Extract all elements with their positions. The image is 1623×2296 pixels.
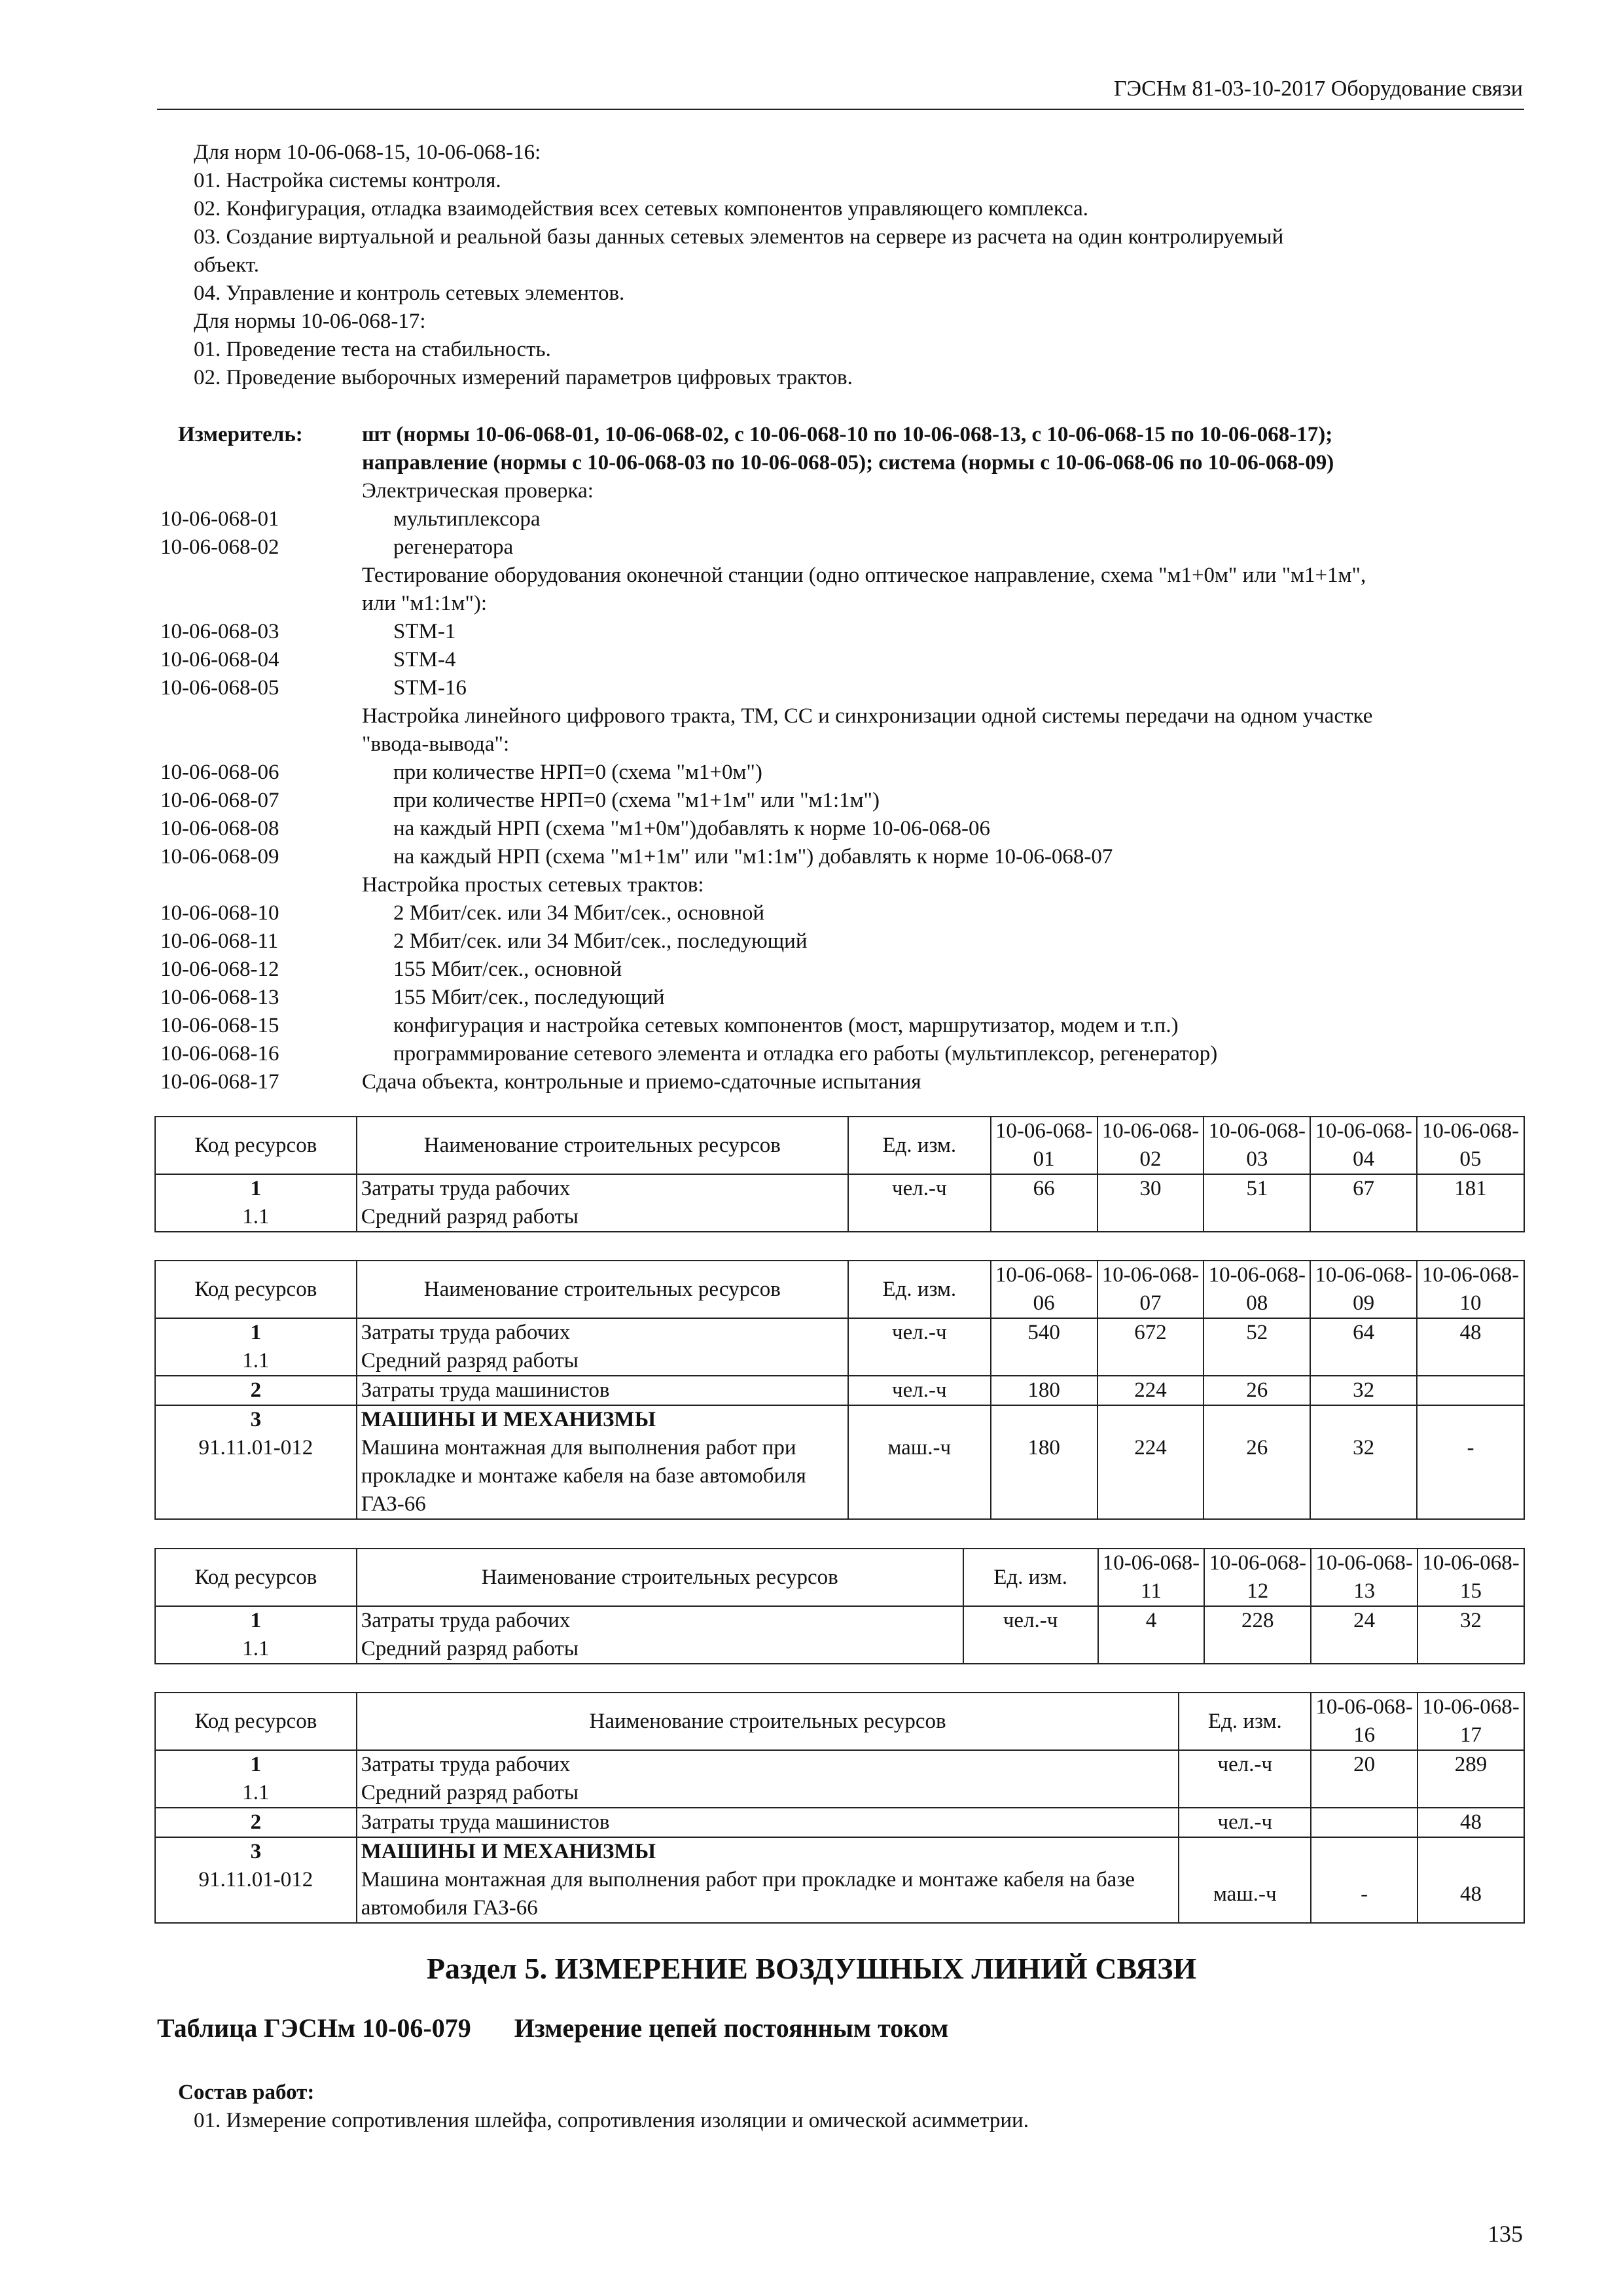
norm-header: 10-06-068-01	[991, 1117, 1097, 1174]
resource-name: Затраты труда машинистов	[357, 1808, 1179, 1837]
resource-code: 1	[155, 1750, 357, 1779]
norm-header: 10-06-068-16	[1311, 1693, 1418, 1750]
resource-table-1	[154, 1116, 1525, 1232]
norm-code: 10-06-068-08	[160, 817, 279, 840]
norm-code: 10-06-068-17	[160, 1070, 279, 1094]
norm-code: 10-06-068-11	[160, 929, 279, 953]
resource-name: Машина монтажная для выполнения работ при прокладке и монтаже кабеля на базе автомобиля ГАЗ-66	[357, 1434, 848, 1519]
resource-value: 20	[1311, 1750, 1418, 1779]
resource-code: 91.11.01-012	[155, 1866, 357, 1923]
resource-unit: чел.-ч	[1179, 1808, 1311, 1837]
resource-value: 181	[1417, 1174, 1524, 1203]
resource-unit: чел.-ч	[848, 1318, 991, 1347]
norm-text: регенератора	[393, 535, 514, 559]
measure-label: Измеритель:	[178, 423, 303, 446]
resource-value: 52	[1204, 1318, 1310, 1347]
norm-header: 10-06-068-13	[1311, 1549, 1418, 1606]
resource-value	[1417, 1376, 1524, 1405]
resource-code: 1	[155, 1318, 357, 1347]
norm-header: 10-06-068-17	[1418, 1693, 1524, 1750]
resource-code: 1.1	[155, 1347, 357, 1376]
resource-unit: чел.-ч	[848, 1376, 991, 1405]
header-rule	[157, 109, 1524, 110]
resource-value: 48	[1418, 1866, 1524, 1923]
norm-text: при количестве НРП=0 (схема "м1+1м" или "м1:1м")	[393, 789, 880, 812]
col-name-header: Наименование строительных ресурсов	[357, 1693, 1179, 1750]
norm-text: STM-4	[393, 648, 456, 672]
resource-value: 32	[1310, 1376, 1417, 1405]
resource-value: 48	[1418, 1808, 1524, 1837]
resource-name: Средний разряд работы	[357, 1779, 1179, 1808]
resource-code: 3	[155, 1837, 357, 1866]
col-code-header: Код ресурсов	[155, 1549, 357, 1606]
intro-line: Для норм 10-06-068-15, 10-06-068-16:	[194, 141, 541, 164]
norm-text: конфигурация и настройка сетевых компонентов (мост, маршрутизатор, модем и т.п.)	[393, 1014, 1179, 1037]
resource-code: 3	[155, 1405, 357, 1434]
resource-value: 66	[991, 1174, 1097, 1203]
resource-name: Затраты труда машинистов	[357, 1376, 848, 1405]
intro-line: Для нормы 10-06-068-17:	[194, 310, 426, 333]
norm-header: 10-06-068-08	[1204, 1261, 1310, 1318]
measure-group: Электрическая проверка:	[362, 479, 594, 503]
norm-text: мультиплексора	[393, 507, 541, 531]
norm-header: 10-06-068-15	[1418, 1549, 1524, 1606]
running-header: ГЭСНм 81-03-10-2017 Оборудование связи	[1113, 77, 1523, 101]
composition-title: Состав работ:	[178, 2081, 315, 2104]
col-code-header: Код ресурсов	[155, 1117, 357, 1174]
norm-code: 10-06-068-09	[160, 845, 279, 869]
resource-value: 51	[1204, 1174, 1310, 1203]
norm-text: на каждый НРП (схема "м1+0м")добавлять к норме 10-06-068-06	[393, 817, 990, 840]
table-title-name: Измерение цепей постоянным током	[514, 2013, 949, 2043]
col-code-header: Код ресурсов	[155, 1693, 357, 1750]
intro-line: объект.	[194, 253, 259, 277]
norm-text: программирование сетевого элемента и отладка его работы (мультиплексор, регенератор)	[393, 1042, 1218, 1066]
resource-name: Затраты труда рабочих	[357, 1606, 963, 1635]
resource-name: Затраты труда рабочих	[357, 1174, 848, 1203]
resource-code: 1.1	[155, 1203, 357, 1232]
table-title	[157, 2014, 948, 2042]
resource-value: 289	[1418, 1750, 1524, 1779]
norm-code: 10-06-068-04	[160, 648, 279, 672]
resource-value: 30	[1097, 1174, 1204, 1203]
norm-text: 2 Мбит/сек. или 34 Мбит/сек., основной	[393, 901, 765, 925]
norm-code: 10-06-068-12	[160, 958, 279, 981]
norm-code: 10-06-068-02	[160, 535, 279, 559]
norm-code: 10-06-068-13	[160, 986, 279, 1009]
norm-code: 10-06-068-01	[160, 507, 279, 531]
table-title-code: Таблица ГЭСНм 10-06-079	[157, 2013, 471, 2043]
col-name-header: Наименование строительных ресурсов	[357, 1117, 848, 1174]
resource-name: Средний разряд работы	[357, 1203, 848, 1232]
composition-item: 01. Измерение сопротивления шлейфа, сопротивления изоляции и омической асимметрии.	[194, 2109, 1029, 2132]
resource-value: 180	[991, 1376, 1097, 1405]
resource-value: 26	[1204, 1376, 1310, 1405]
resource-value: -	[1311, 1866, 1418, 1923]
resource-value: 24	[1311, 1606, 1418, 1635]
norm-code: 10-06-068-06	[160, 761, 279, 784]
norm-header: 10-06-068-10	[1417, 1261, 1524, 1318]
measure-units: шт (нормы 10-06-068-01, 10-06-068-02, с 10-06-068-10 по 10-06-068-13, с 10-06-068-15 по 10-06-068-17);	[362, 423, 1333, 446]
resource-code: 1.1	[155, 1779, 357, 1808]
intro-line: 01. Настройка системы контроля.	[194, 169, 501, 192]
norm-header: 10-06-068-11	[1098, 1549, 1205, 1606]
norm-header: 10-06-068-03	[1204, 1117, 1310, 1174]
resource-value: 26	[1204, 1434, 1310, 1519]
norm-header: 10-06-068-07	[1097, 1261, 1204, 1318]
norm-text: при количестве НРП=0 (схема "м1+0м")	[393, 761, 762, 784]
norm-header: 10-06-068-12	[1204, 1549, 1311, 1606]
resource-code: 1.1	[155, 1635, 357, 1664]
measure-group: или "м1:1м"):	[362, 592, 488, 615]
measure-group: Настройка простых сетевых трактов:	[362, 873, 704, 897]
resource-unit: чел.-ч	[963, 1606, 1098, 1635]
norm-text: 155 Мбит/сек., последующий	[393, 986, 665, 1009]
col-unit-header: Ед. изм.	[1179, 1693, 1311, 1750]
resource-value: 540	[991, 1318, 1097, 1347]
section-title: Раздел 5. ИЗМЕРЕНИЕ ВОЗДУШНЫХ ЛИНИЙ СВЯЗИ	[426, 1952, 1197, 1985]
measure-block	[160, 421, 1535, 1096]
norm-code: 10-06-068-05	[160, 676, 279, 700]
col-unit-header: Ед. изм.	[848, 1117, 991, 1174]
resource-value: 224	[1097, 1434, 1204, 1519]
col-name-header: Наименование строительных ресурсов	[357, 1549, 963, 1606]
resource-code: 1	[155, 1174, 357, 1203]
resource-value: 672	[1097, 1318, 1204, 1347]
resource-value: 4	[1098, 1606, 1205, 1635]
intro-line: 02. Конфигурация, отладка взаимодействия всех сетевых компонентов управляющего комплекса.	[194, 197, 1088, 221]
resource-code: 91.11.01-012	[155, 1434, 357, 1519]
norm-text: на каждый НРП (схема "м1+1м" или "м1:1м") добавлять к норме 10-06-068-07	[393, 845, 1113, 869]
norm-header: 10-06-068-06	[991, 1261, 1097, 1318]
norm-code: 10-06-068-07	[160, 789, 279, 812]
norm-text: STM-1	[393, 620, 456, 643]
resource-value: 228	[1204, 1606, 1311, 1635]
resource-code: 2	[155, 1376, 357, 1405]
resource-name: Средний разряд работы	[357, 1635, 963, 1664]
resource-unit: маш.-ч	[1179, 1866, 1311, 1923]
resource-table-3	[154, 1548, 1525, 1664]
resource-code: 2	[155, 1808, 357, 1837]
resource-value	[1311, 1808, 1418, 1837]
norm-header: 10-06-068-05	[1417, 1117, 1524, 1174]
intro-line: 02. Проведение выборочных измерений параметров цифровых трактов.	[194, 366, 853, 389]
norm-text: STM-16	[393, 676, 467, 700]
resource-name: Затраты труда рабочих	[357, 1318, 848, 1347]
norm-text: 2 Мбит/сек. или 34 Мбит/сек., последующий	[393, 929, 808, 953]
resource-table-2	[154, 1260, 1525, 1520]
resource-value: 32	[1418, 1606, 1524, 1635]
resource-name: Затраты труда рабочих	[357, 1750, 1179, 1779]
resource-value: -	[1417, 1434, 1524, 1519]
resource-value: 48	[1417, 1318, 1524, 1347]
norm-text: 155 Мбит/сек., основной	[393, 958, 622, 981]
measure-group: Настройка линейного цифрового тракта, ТМ, СС и синхронизации одной системы передачи на одном участке	[362, 704, 1373, 728]
norm-header: 10-06-068-02	[1097, 1117, 1204, 1174]
intro-line: 04. Управление и контроль сетевых элементов.	[194, 281, 625, 305]
measure-units: направление (нормы с 10-06-068-03 по 10-06-068-05); система (нормы с 10-06-068-06 по 10-06-068-09)	[362, 451, 1334, 475]
resource-group: МАШИНЫ И МЕХАНИЗМЫ	[357, 1405, 848, 1434]
norm-code: 10-06-068-16	[160, 1042, 279, 1066]
resource-unit: чел.-ч	[848, 1174, 991, 1203]
intro-line: 01. Проведение теста на стабильность.	[194, 338, 551, 361]
resource-value: 32	[1310, 1434, 1417, 1519]
col-unit-header: Ед. изм.	[848, 1261, 991, 1318]
resource-table-4	[154, 1692, 1525, 1924]
measure-group: Тестирование оборудования оконечной станции (одно оптическое направление, схема "м1+0м" или "м1+1м",	[362, 564, 1366, 587]
intro-line: 03. Создание виртуальной и реальной базы данных сетевых элементов на сервере из расчета на один контролируемый	[194, 225, 1284, 249]
col-name-header: Наименование строительных ресурсов	[357, 1261, 848, 1318]
norm-text: Сдача объекта, контрольные и приемо-сдаточные испытания	[362, 1070, 921, 1094]
norm-code: 10-06-068-15	[160, 1014, 279, 1037]
norm-code: 10-06-068-03	[160, 620, 279, 643]
resource-value: 224	[1097, 1376, 1204, 1405]
col-code-header: Код ресурсов	[155, 1261, 357, 1318]
norm-header: 10-06-068-04	[1310, 1117, 1417, 1174]
resource-value: 67	[1310, 1174, 1417, 1203]
resource-code: 1	[155, 1606, 357, 1635]
norm-code: 10-06-068-10	[160, 901, 279, 925]
resource-unit: чел.-ч	[1179, 1750, 1311, 1779]
resource-name: Машина монтажная для выполнения работ при прокладке и монтаже кабеля на базе автомобиля ГАЗ-66	[357, 1866, 1179, 1923]
resource-name: Средний разряд работы	[357, 1347, 848, 1376]
resource-value: 64	[1310, 1318, 1417, 1347]
col-unit-header: Ед. изм.	[963, 1549, 1098, 1606]
intro-text	[194, 139, 1529, 392]
resource-value: 180	[991, 1434, 1097, 1519]
page-number: 135	[1488, 2221, 1523, 2247]
norm-header: 10-06-068-09	[1310, 1261, 1417, 1318]
measure-group: "ввода-вывода":	[362, 732, 510, 756]
resource-group: МАШИНЫ И МЕХАНИЗМЫ	[357, 1837, 1179, 1866]
resource-unit: маш.-ч	[848, 1434, 991, 1519]
